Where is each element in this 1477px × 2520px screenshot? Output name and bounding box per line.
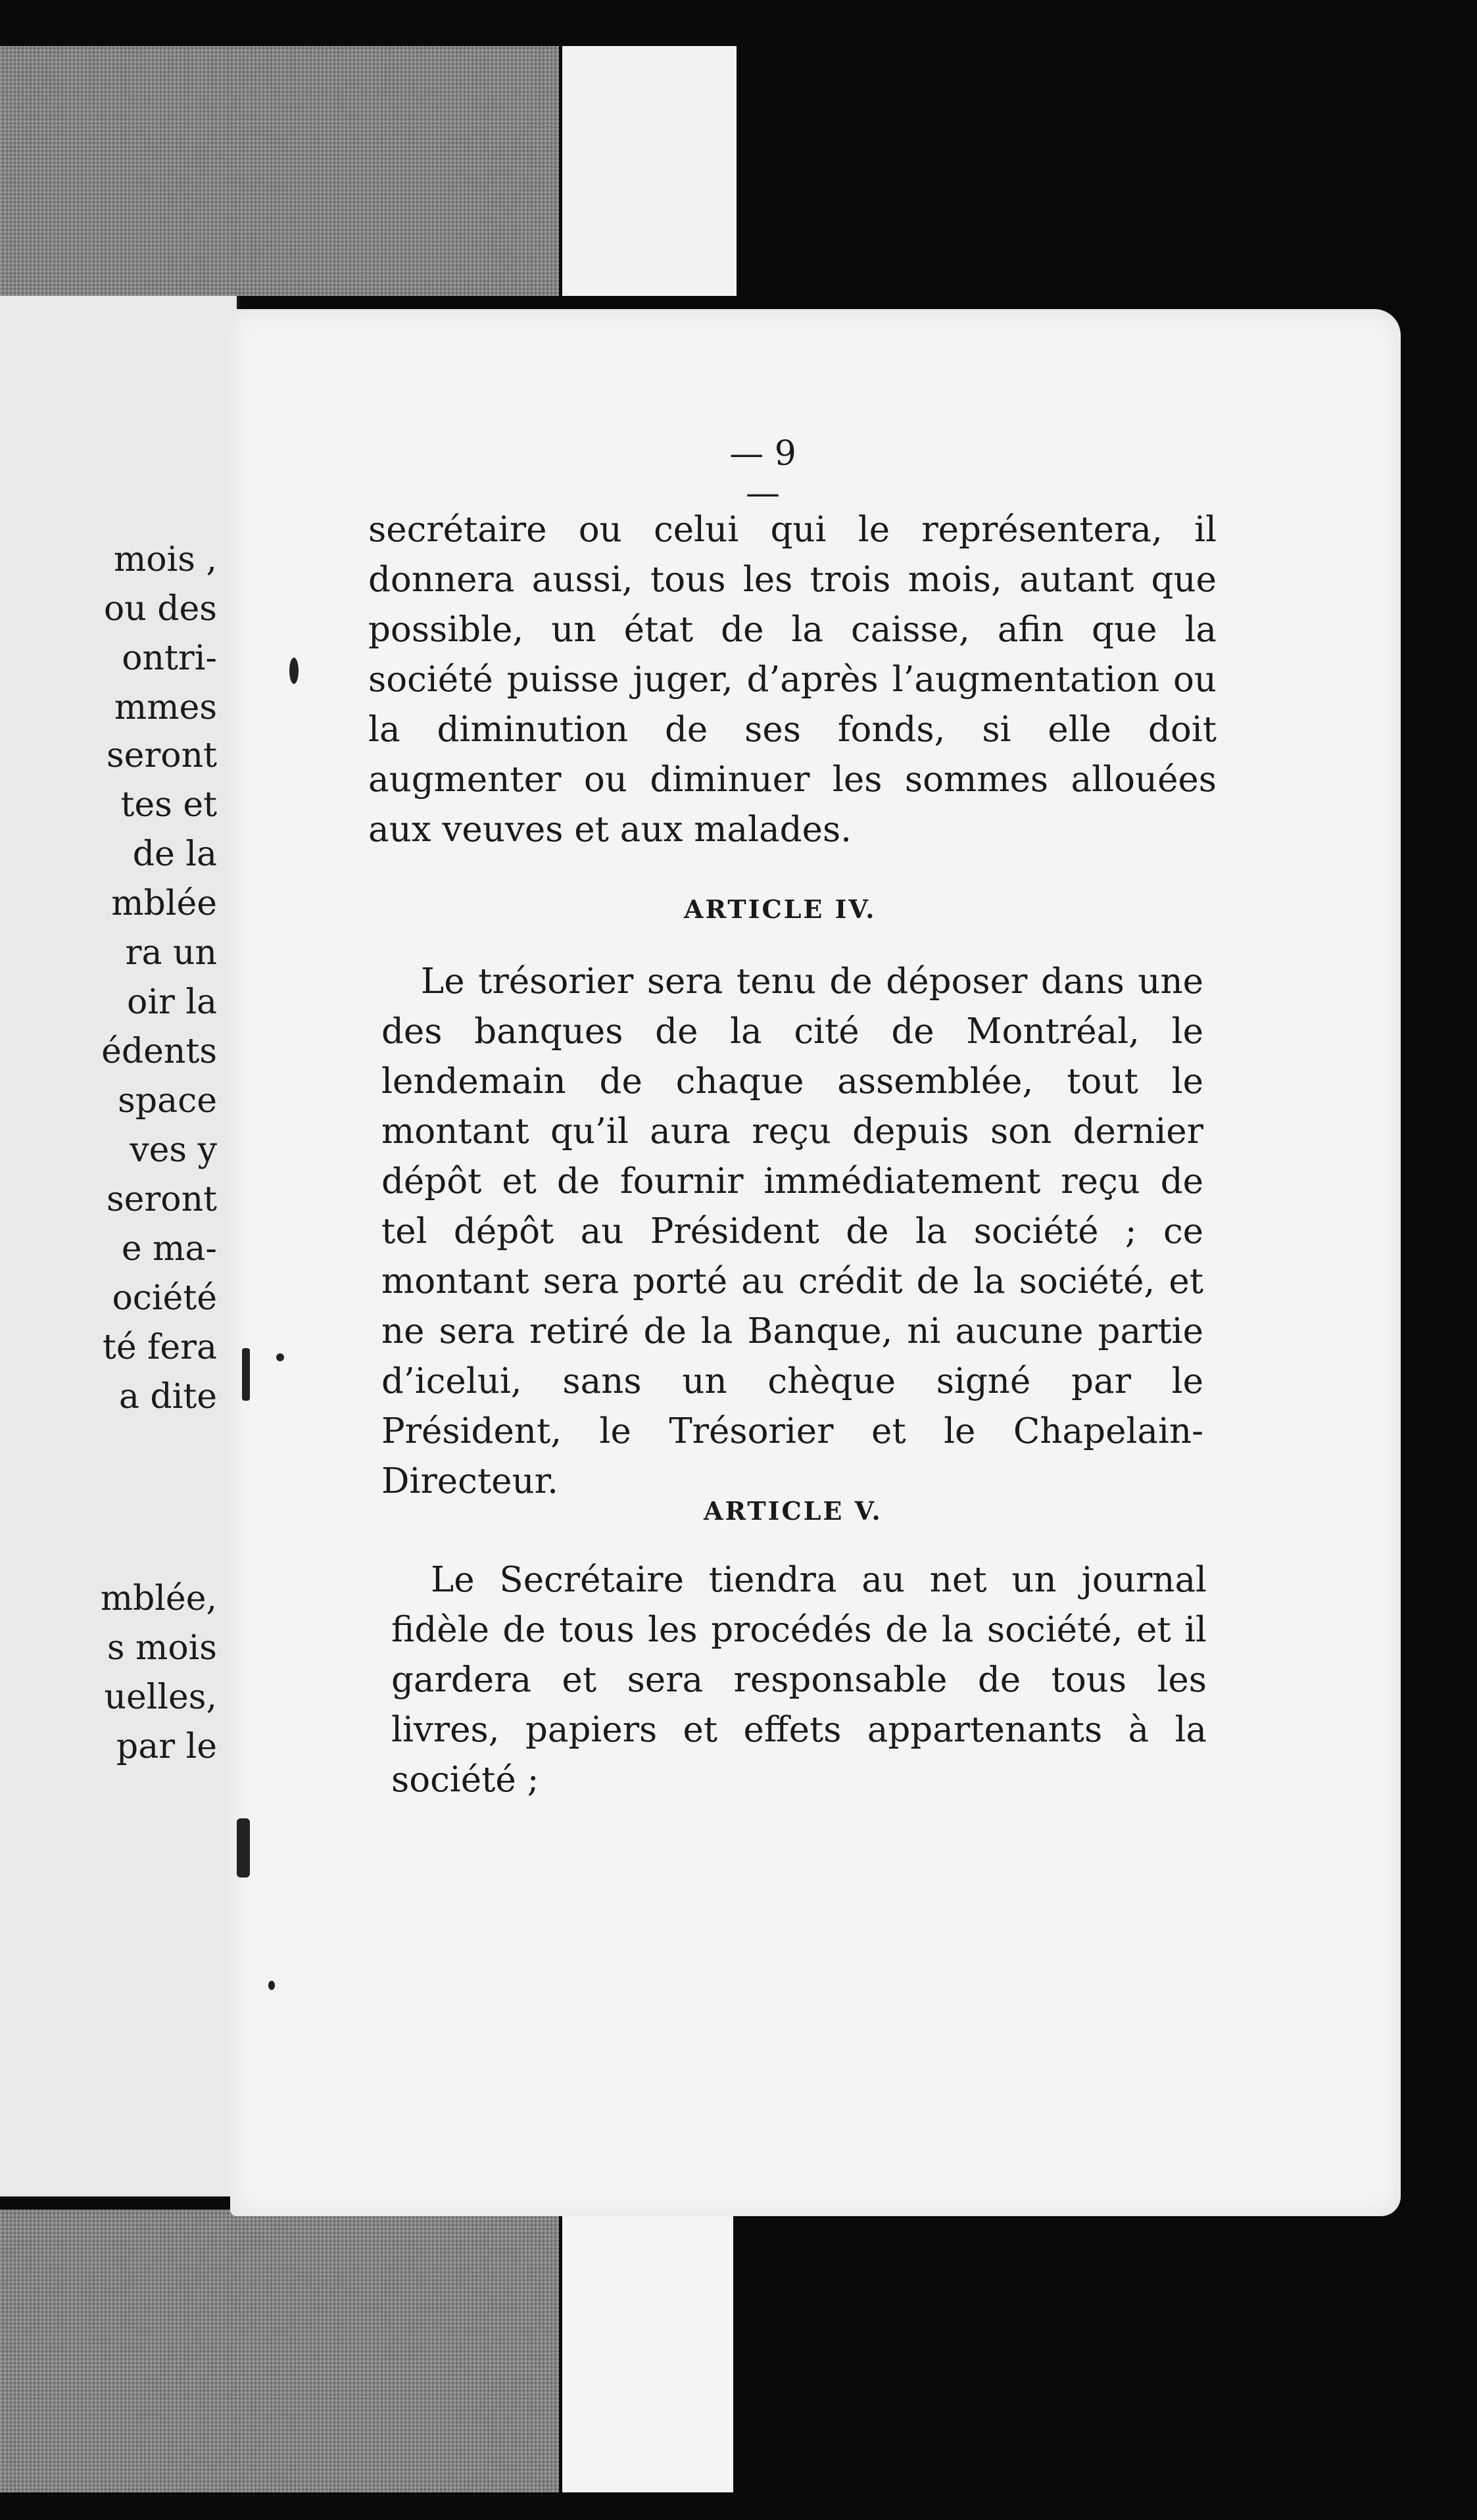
left-line: seront xyxy=(106,736,217,775)
left-line: mmes xyxy=(114,688,217,727)
left-line: ou des xyxy=(103,589,217,629)
left-line: mblée, xyxy=(100,1579,217,1618)
left-line: space xyxy=(118,1081,217,1121)
left-line: ontri- xyxy=(122,639,217,678)
left-line: a dite xyxy=(118,1377,217,1417)
article-iv-heading: ARTICLE IV. xyxy=(684,894,877,924)
binding-cloth-bottom xyxy=(0,2210,559,2492)
paper-tab-top xyxy=(562,46,737,296)
binding-thread xyxy=(237,1818,250,1878)
stray-mark xyxy=(268,1981,275,1990)
article-iv-text: Le trésorier sera tenu de déposer dans une des banques de la cité de Montréal, le lendemain de chaque assemblée, tout le montant qu’il aura reçu depuis son dernier dépôt et de fournir immédiatement reçu de tel dépôt au Président de la société ; ce montant sera porté au crédit de la société, et ne sera retiré de la Banque, ni aucune partie d’icelui, sans un chèque signé par le Président, le Trésorier et le Chapelain-Directeur. xyxy=(381,961,1203,1501)
left-line: ra un xyxy=(125,933,217,973)
left-line: e ma- xyxy=(121,1229,217,1269)
left-line: té fera xyxy=(102,1328,217,1367)
left-page xyxy=(0,296,239,2196)
page-number: — 9 — xyxy=(729,434,796,513)
left-line: de la xyxy=(132,835,217,874)
left-line: seront xyxy=(106,1180,217,1219)
left-line: ves y xyxy=(130,1130,217,1170)
left-line: mblée xyxy=(111,884,217,923)
paragraph-continued: secrétaire ou celui qui le représentera, il donnera aussi, tous les trois mois, autant que possible, un état de la caisse, afin que la société puisse juger, d’après l’augmentation ou la diminution de ses fonds, si elle doit augmenter ou diminuer les sommes allouées aux veuves et aux malades. xyxy=(368,510,1217,850)
left-line: oir la xyxy=(127,982,217,1022)
article-v-heading: ARTICLE V. xyxy=(704,1496,883,1526)
left-line: uelles, xyxy=(104,1678,217,1717)
paper-tab-bottom xyxy=(562,2210,733,2492)
left-line: tes et xyxy=(120,785,217,825)
left-line: mois , xyxy=(114,540,217,579)
binding-cloth-top xyxy=(0,46,559,296)
binding-thread xyxy=(289,658,299,684)
article-v-text: Le Secrétaire tiendra au net un journal fidèle de tous les procédés de la société, et il gardera et sera responsable de tous les livres, papiers et effets appartenants à la société ; xyxy=(391,1560,1207,1800)
left-line: s mois xyxy=(107,1628,217,1668)
left-line: ociété xyxy=(112,1278,217,1318)
left-line: par le xyxy=(116,1727,217,1766)
left-line: édents xyxy=(101,1032,217,1071)
stray-mark xyxy=(276,1353,284,1361)
binding-thread xyxy=(242,1348,250,1401)
